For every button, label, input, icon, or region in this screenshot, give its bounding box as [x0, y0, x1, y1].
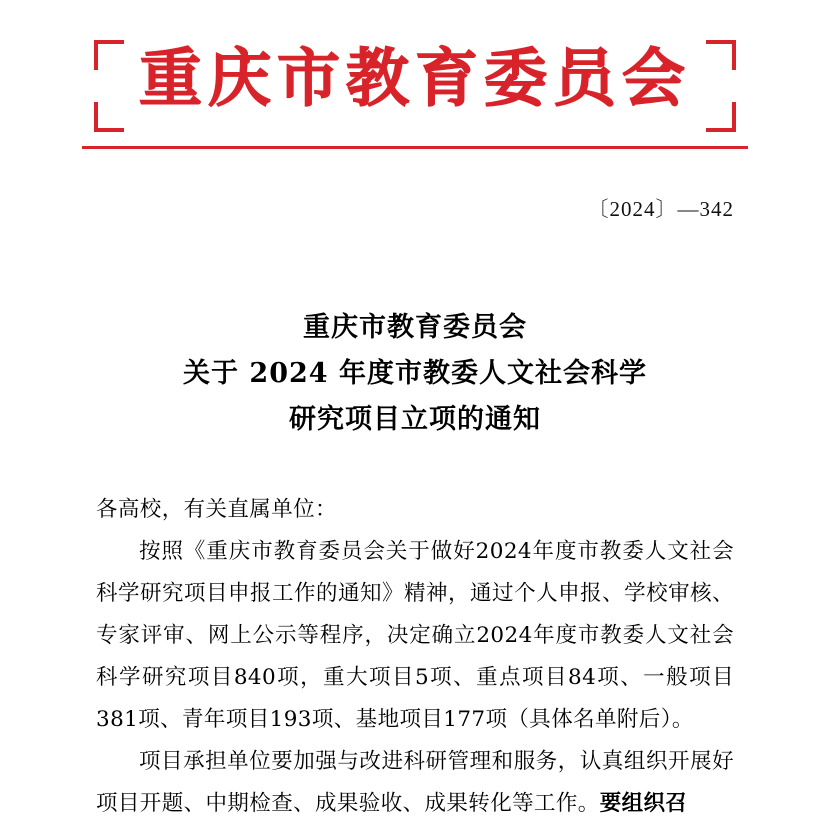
document-body — [0, 489, 830, 825]
document-number: 〔2024〕—342 — [587, 197, 734, 221]
letterhead-corner-top-right — [706, 40, 736, 70]
document-page — [0, 26, 830, 816]
document-title-line-1: 重庆市教育委员会 — [303, 312, 527, 343]
document-title-line-2: 关于 2024 年度市教委人文社会科学 — [183, 358, 647, 389]
letterhead-corner-bottom-left — [94, 102, 124, 132]
document-title — [0, 305, 830, 443]
letterhead-corner-top-left — [94, 40, 124, 70]
body-paragraph-2 — [96, 741, 734, 825]
letterhead-title: 重庆市教育委员会 — [139, 41, 691, 115]
letterhead — [0, 26, 830, 136]
document-title-line-3: 研究项目立项的通知 — [289, 404, 541, 435]
letterhead-rule — [82, 146, 748, 149]
body-paragraph-2-bold: 要组织召 — [599, 791, 688, 816]
letterhead-corner-bottom-right — [706, 102, 736, 132]
body-paragraph-1: 按照《重庆市教育委员会关于做好2024年度市教委人文社会科学研究项目申报工作的通知》精神，通过个人申报、学校审核、专家评审、网上公示等程序，决定确立2024年度市教委人文社会科学研究项目840项，重大项目5项、重点项目84项、一般项目381项、青年项目193项、基地项目177项（具体名单附后）。 — [96, 539, 734, 732]
body-salutation: 各高校，有关直属单位： — [96, 497, 337, 522]
body-paragraph-2-normal: 项目承担单位要加强与改进科研管理和服务，认真组织开展好项目开题、中期检查、成果验收、成果转化等工作。 — [96, 749, 734, 816]
